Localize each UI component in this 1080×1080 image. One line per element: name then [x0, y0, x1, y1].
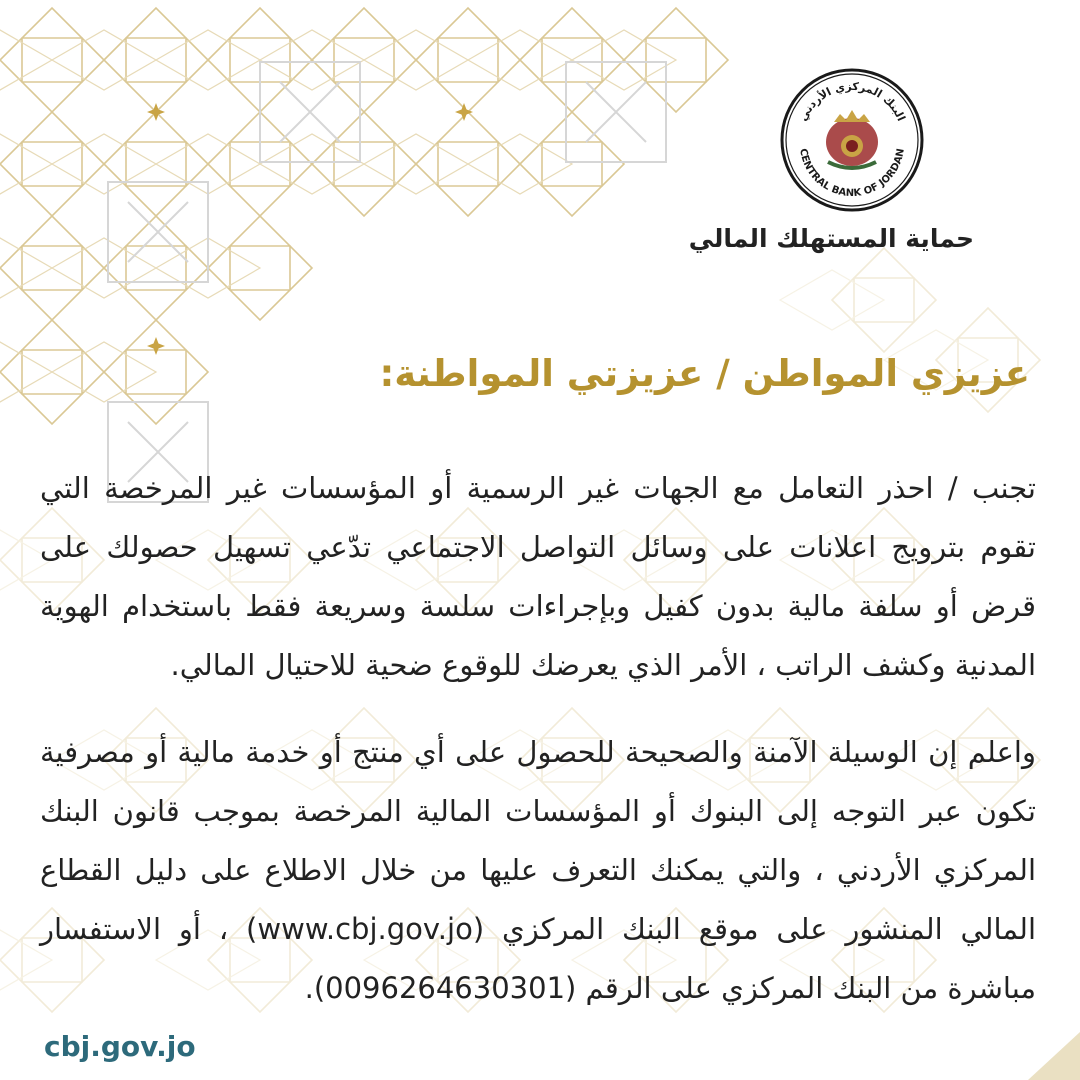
guidance-paragraph: واعلم إن الوسيلة الآمنة والصحيحة للحصول على أي منتج أو خدمة مالية أو مصرفية تكون عبر التوجه إلى البنوك أو المؤسسات المالية المرخصة بموجب قانون البنك المركزي الأردني ، والتي يمكنك التعرف عليها من خلال الاطلاع على دليل القطاع المالي المنشور على موقع البنك المركزي (www.cbj.gov.jo) ، أو الاستفسار مباشرة من البنك المركزي على الرقم (0096264630301).: [40, 735, 1037, 1005]
corner-ornament-icon: [1028, 1032, 1080, 1080]
footer-website: cbj.gov.jo: [44, 1030, 196, 1063]
logo-text-arabic: البنك المركزي الأردني: [796, 79, 908, 124]
department-subtitle: حماية المستهلك المالي: [688, 224, 974, 253]
greeting-heading: عزيزي المواطن / عزيزتي المواطنة:: [379, 352, 1030, 395]
cbj-logo: [778, 66, 926, 214]
logo-text-english: CENTRAL BANK OF JORDAN: [797, 147, 907, 200]
warning-paragraph: تجنب / احذر التعامل مع الجهات غير الرسمية أو المؤسسات غير المرخصة التي تقوم بترويج اعلانات على وسائل التواصل الاجتماعي تدّعي تسهيل حصولك على قرض أو سلفة مالية بدون كفيل وبإجراءات سلسة وسريعة فقط باستخدام الهوية المدنية وكشف الراتب ، الأمر الذي يعرضك للوقوع ضحية للاحتيال المالي.: [40, 471, 1036, 682]
